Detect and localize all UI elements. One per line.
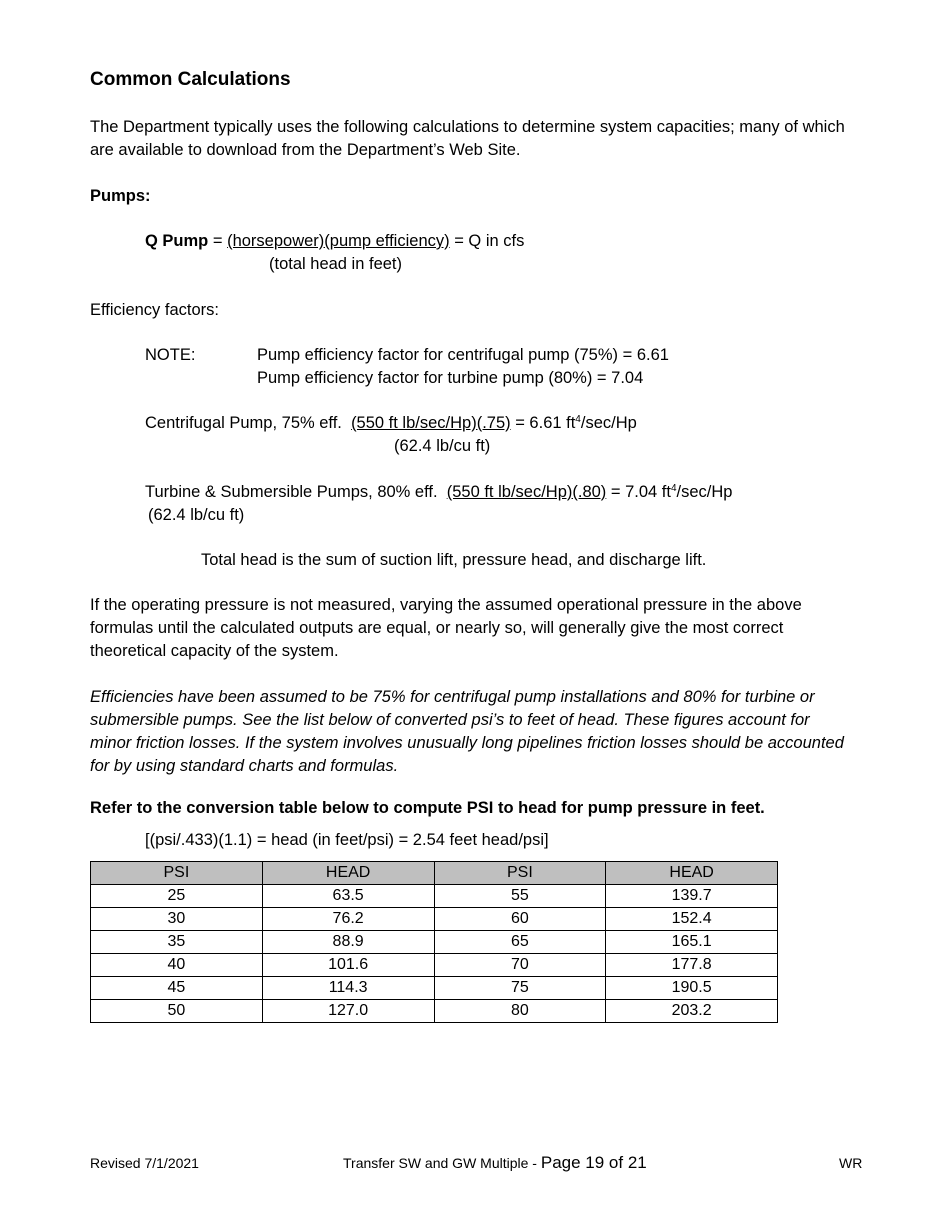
centrifugal-prefix: Centrifugal Pump, 75% eff.: [145, 414, 352, 432]
cell-head-1: 88.9: [262, 931, 434, 954]
turbine-prefix: Turbine & Submersible Pumps, 80% eff.: [145, 483, 447, 501]
conversion-formula: [(psi/.433)(1.1) = head (in feet/psi) = 2.54 feet head/psi]: [145, 831, 549, 849]
cell-psi-2: 70: [434, 954, 606, 977]
cell-psi-1: 50: [91, 1000, 263, 1023]
cell-psi-2: 80: [434, 1000, 606, 1023]
centrifugal-formula: [145, 412, 637, 435]
centrifugal-denominator: (62.4 lb/cu ft): [394, 437, 491, 455]
cell-psi-2: 65: [434, 931, 606, 954]
turbine-unit: /sec/Hp: [676, 483, 733, 501]
header-psi-2: PSI: [434, 862, 606, 885]
cell-head-1: 101.6: [262, 954, 434, 977]
note-label: NOTE:: [145, 346, 196, 364]
cell-head-1: 63.5: [262, 885, 434, 908]
page-heading: Common Calculations: [90, 69, 291, 90]
turbine-result: = 7.04 ft: [606, 483, 671, 501]
cell-head-1: 127.0: [262, 1000, 434, 1023]
cell-head-2: 203.2: [606, 1000, 778, 1023]
cell-psi-2: 60: [434, 908, 606, 931]
header-head-2: HEAD: [606, 862, 778, 885]
turbine-exponent: 4: [670, 483, 677, 494]
table-row: [91, 908, 778, 931]
centrifugal-exponent: 4: [575, 414, 581, 425]
footer-title: Transfer SW and GW Multiple -: [343, 1155, 541, 1171]
header-head-1: HEAD: [262, 862, 434, 885]
cell-psi-1: 45: [91, 977, 263, 1000]
footer-page-number: Page 19 of 21: [540, 1153, 647, 1172]
centrifugal-unit: /sec/Hp: [580, 414, 637, 432]
cell-head-1: 76.2: [262, 908, 434, 931]
cell-psi-2: 55: [434, 885, 606, 908]
qpump-denominator: (total head in feet): [269, 255, 402, 273]
total-head-note: Total head is the sum of suction lift, pressure head, and discharge lift.: [201, 551, 707, 569]
psi-head-table: [90, 861, 778, 1023]
efficiency-label: Efficiency factors:: [90, 301, 219, 319]
qpump-label: Q Pump: [145, 232, 209, 250]
cell-psi-2: 75: [434, 977, 606, 1000]
refer-instruction: Refer to the conversion table below to compute PSI to head for pump pressure in feet.: [90, 799, 765, 817]
footer-code: WR: [839, 1155, 863, 1171]
efficiencies-paragraph: Efficiencies have been assumed to be 75% for centrifugal pump installations and 80% for turbine or submersible pumps. See the list below of converted psi’s to feet of head. These figures account for minor friction losses. If the system involves unusually long pipelines friction losses should be accounted for by using standard charts and formulas.: [90, 688, 844, 775]
note-line-1: Pump efficiency factor for centrifugal pump (75%) = 6.61: [257, 346, 669, 364]
table-row: [91, 931, 778, 954]
turbine-formula: [145, 481, 732, 504]
cell-head-1: 114.3: [262, 977, 434, 1000]
footer-revised: Revised 7/1/2021: [90, 1155, 199, 1171]
cell-psi-1: 35: [91, 931, 263, 954]
qpump-numerator: (horsepower)(pump efficiency): [227, 232, 450, 250]
footer-center: [343, 1152, 647, 1174]
intro-paragraph: The Department typically uses the following calculations to determine system capacities; many of which are available to download from the Department’s Web Site.: [90, 118, 845, 159]
table-row: [91, 954, 778, 977]
qpump-eq: =: [208, 232, 228, 250]
cell-head-2: 177.8: [606, 954, 778, 977]
table-row: [91, 977, 778, 1000]
note-line-2: Pump efficiency factor for turbine pump (80%) = 7.04: [257, 369, 644, 387]
cell-psi-1: 40: [91, 954, 263, 977]
centrifugal-numerator: (550 ft lb/sec/Hp)(.75): [351, 414, 511, 432]
cell-head-2: 139.7: [606, 885, 778, 908]
table-row: [91, 1000, 778, 1023]
table-header-row: [91, 862, 778, 885]
turbine-numerator: (550 ft lb/sec/Hp)(.80): [446, 483, 607, 501]
operating-paragraph: If the operating pressure is not measured, varying the assumed operational pressure in the above formulas until the calculated outputs are equal, or nearly so, will generally give the most correct theoretical capacity of the system.: [90, 596, 802, 660]
table-row: [91, 885, 778, 908]
centrifugal-result: = 6.61 ft: [510, 414, 576, 432]
pumps-label: Pumps:: [90, 187, 151, 205]
cell-psi-1: 25: [91, 885, 263, 908]
qpump-result: = Q in cfs: [449, 232, 525, 250]
cell-head-2: 152.4: [606, 908, 778, 931]
qpump-formula: [145, 230, 524, 253]
cell-psi-1: 30: [91, 908, 263, 931]
turbine-denominator: (62.4 lb/cu ft): [148, 506, 245, 524]
cell-head-2: 190.5: [606, 977, 778, 1000]
header-psi-1: PSI: [91, 862, 263, 885]
cell-head-2: 165.1: [606, 931, 778, 954]
